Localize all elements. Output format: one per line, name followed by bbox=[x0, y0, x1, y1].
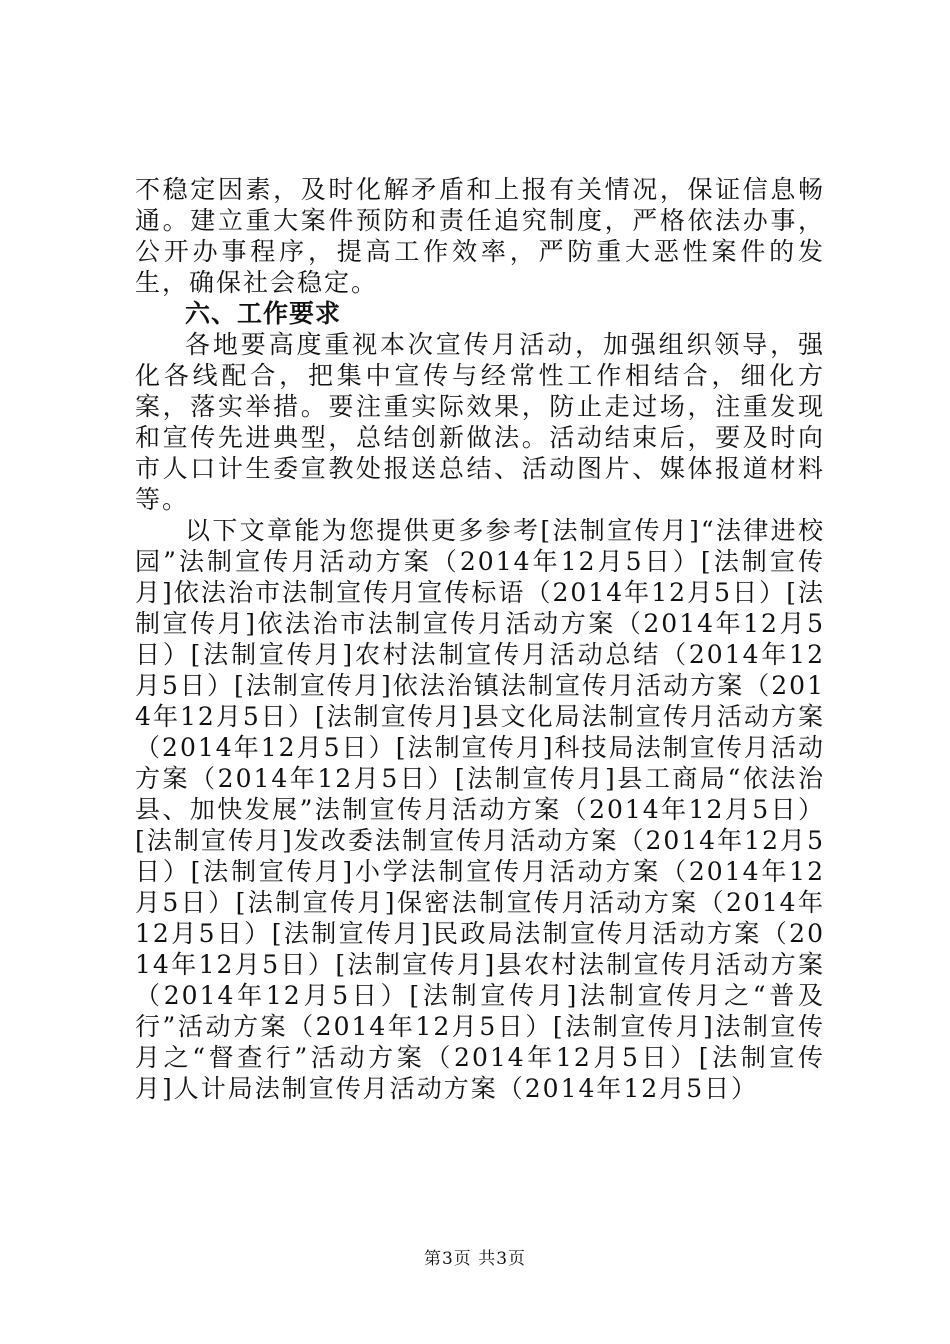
paragraph-requirements: 各地要高度重视本次宣传月活动，加强组织领导，强化各线配合，把集中宣传与经常性工作相结合，细化方案，落实举措。要注重实际效果，防止走过场，注重发现和宣传先进典型，总结创新做法。活动结束后，要及时向市人口计生委宣教处报送总结、活动图片、媒体报道材料等。 bbox=[135, 330, 825, 514]
page-footer: 第3页 共3页 bbox=[423, 1249, 527, 1269]
paragraph-references: 以下文章能为您提供更多参考[法制宣传月]“法律进校园”法制宣传月活动方案（2014年12月5日）[法制宣传月]依法治市法制宣传月宣传标语（2014年12月5日）[法制宣传月]依法治市法制宣传月活动方案（2014年12月5日）[法制宣传月]农村法制宣传月活动总结（2014年12月5日）[法制宣传月]依法治镇法制宣传月活动方案（2014年12月5日）[法制宣传月]县文化局法制宣传月活动方案（2014年12月5日）[法制宣传月]科技局法制宣传月活动方案（2014年12月5日）[法制宣传月]县工商局“依法治县、加快发展”法制宣传月活动方案（2014年12月5日）[法制宣传月]发改委法制宣传月活动方案（2014年12月5日）[法制宣传月]小学法制宣传月活动方案（2014年12月5日）[法制宣传月]保密法制宣传月活动方案（2014年12月5日）[法制宣传月]民政局法制宣传月活动方案（2014年12月5日）[法制宣传月]县农村法制宣传月活动方案（2014年12月5日）[法制宣传月]法制宣传月之“普及行”活动方案（2014年12月5日）[法制宣传月]法制宣传月之“督查行”活动方案（2014年12月5日）[法制宣传月]人计局法制宣传月活动方案（2014年12月5日） bbox=[135, 516, 825, 1103]
document-body bbox=[135, 174, 825, 1104]
section-heading: 六、工作要求 bbox=[185, 299, 342, 328]
paragraph-continuation: 不稳定因素，及时化解矛盾和上报有关情况，保证信息畅通。建立重大案件预防和责任追究制度，严格依法办事，公开办事程序，提高工作效率，严防重大恶性案件的发生，确保社会稳定。 bbox=[135, 175, 825, 297]
